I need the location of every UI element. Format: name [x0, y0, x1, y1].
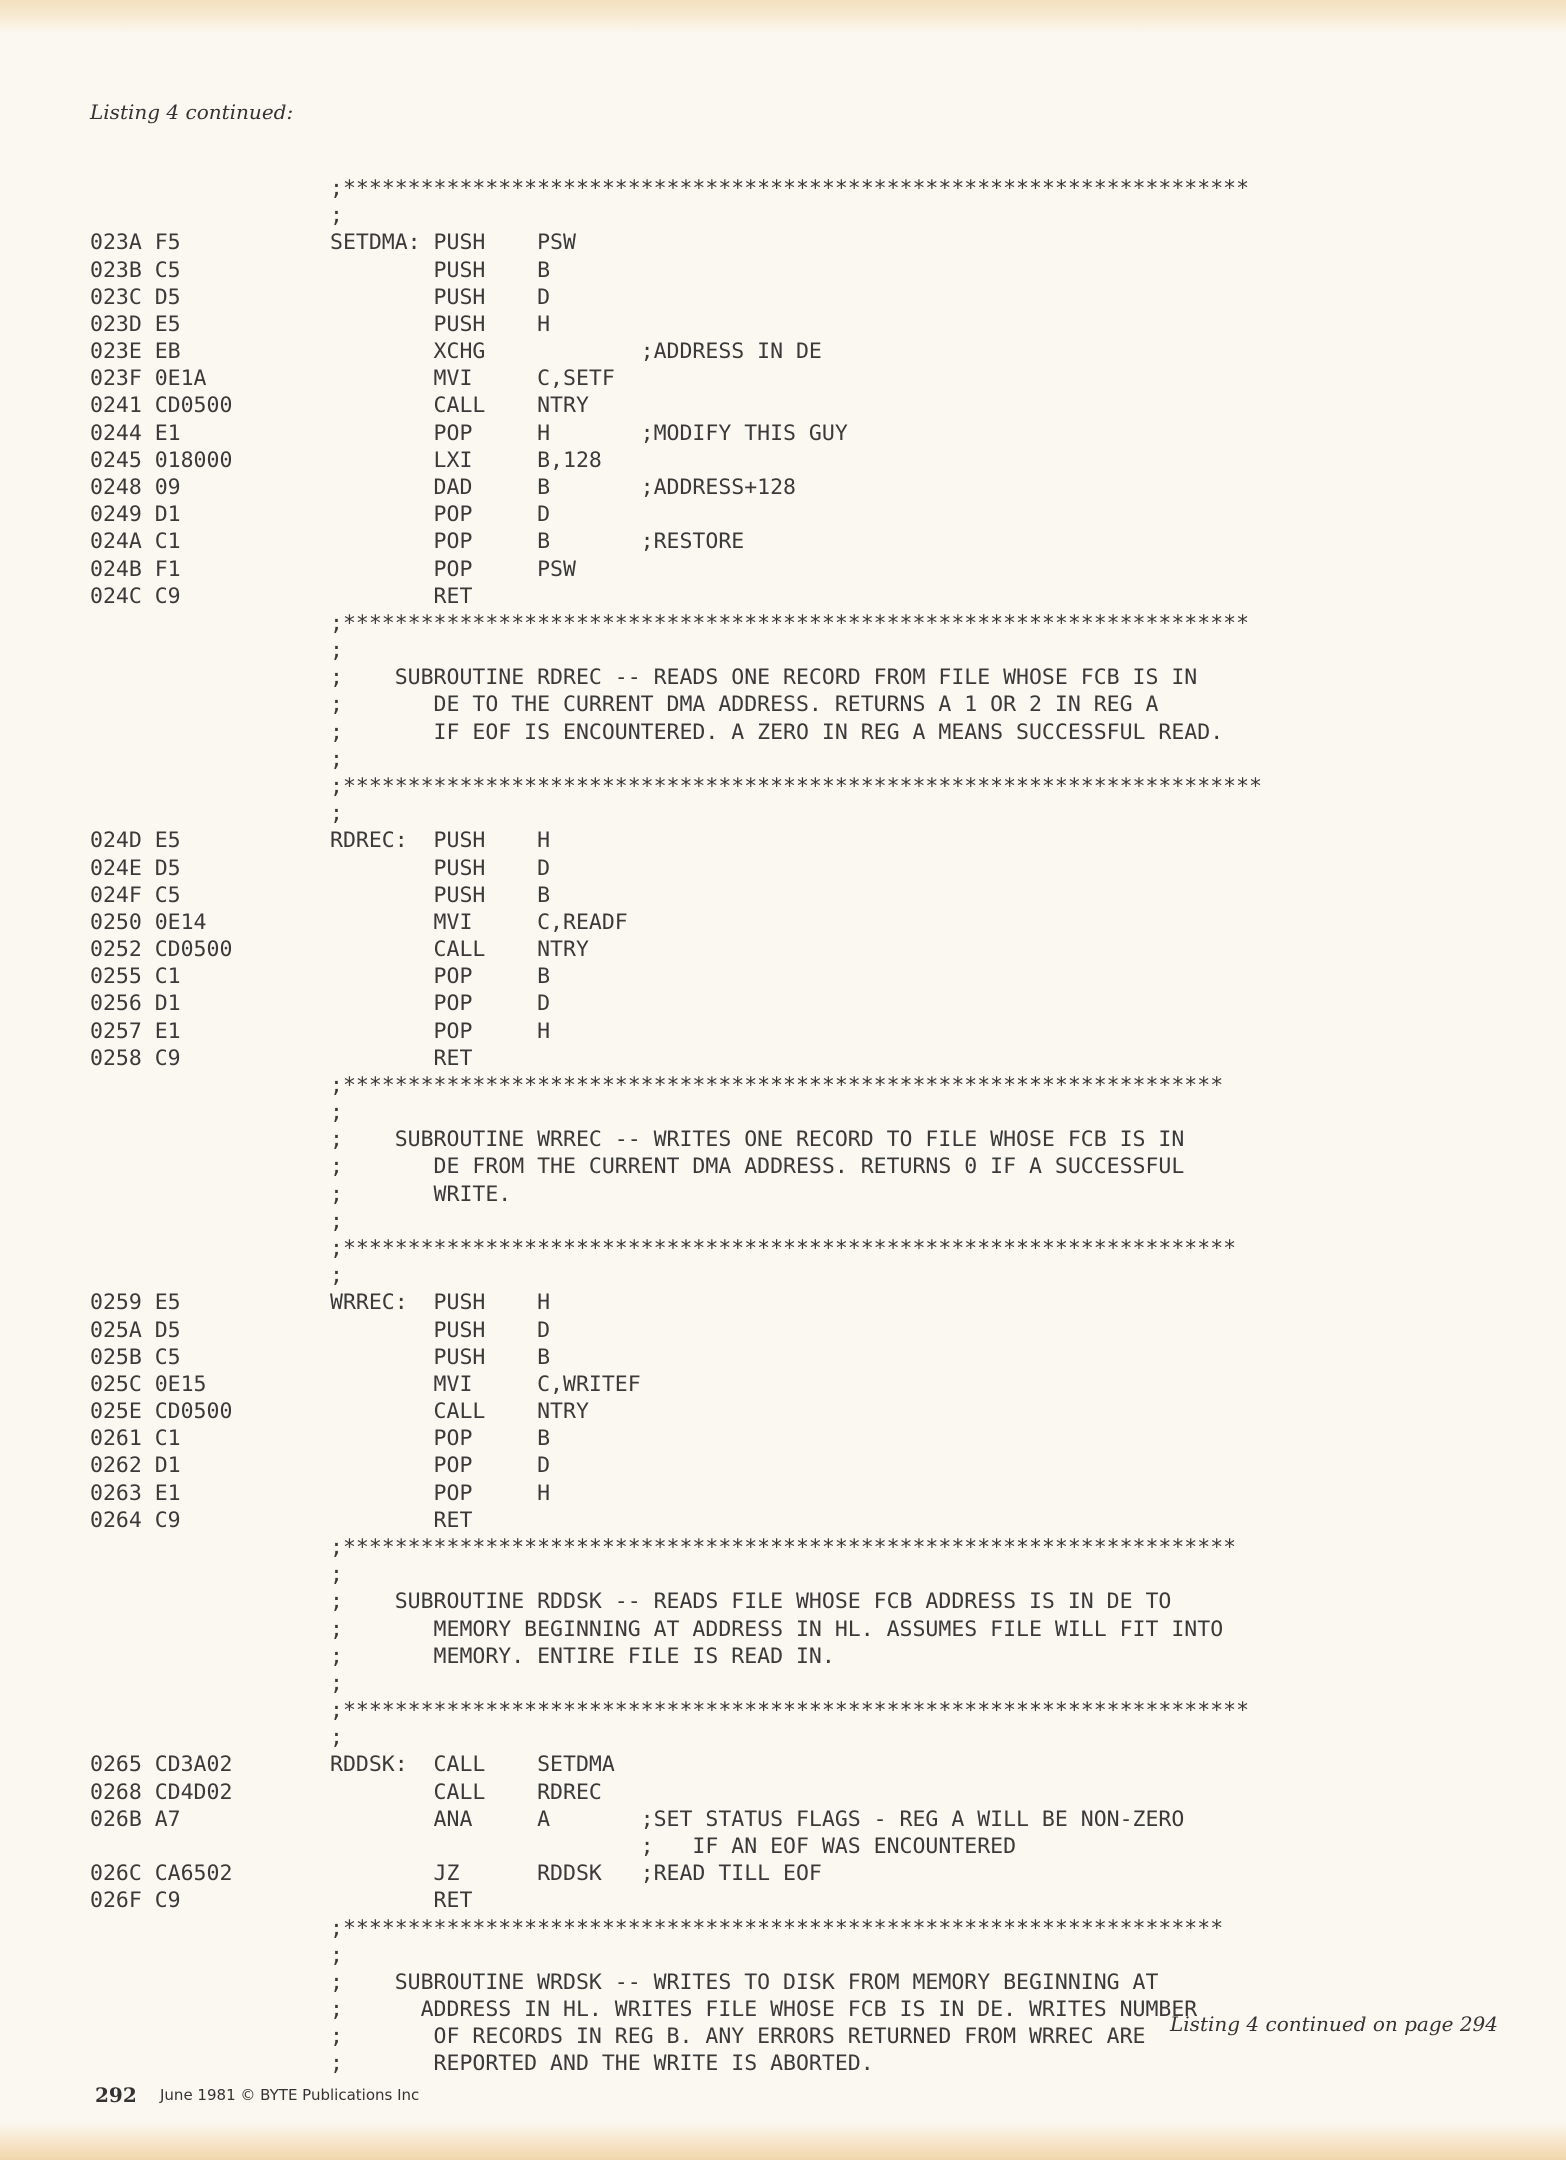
listing-code-line: POP D — [330, 502, 551, 528]
listing-code-line: RET — [330, 583, 473, 609]
listing-code-line: ; MEMORY. ENTIRE FILE IS READ IN. — [330, 1643, 835, 1669]
listing-address: 0244 E1 — [90, 420, 181, 446]
listing-code-line: ;******************************************************************** — [330, 1072, 1224, 1098]
listing-code-line: LXI B,128 — [330, 447, 602, 473]
listing-address: 0245 018000 — [90, 447, 233, 473]
listing-code-line: ;******************************************************************** — [330, 1915, 1224, 1941]
listing-address: 026B A7 — [90, 1806, 181, 1832]
listing-address: 0264 C9 — [90, 1507, 181, 1533]
listing-address: 023F 0E1A — [90, 366, 207, 392]
listing-address: 024F C5 — [90, 882, 181, 908]
listing-code-line: ; SUBROUTINE RDREC -- READS ONE RECORD FROM FILE WHOSE FCB IS IN — [330, 665, 1198, 691]
listing-address: 023D E5 — [90, 311, 181, 337]
listing-code-line: POP H — [330, 1480, 551, 1506]
listing-address: 0263 E1 — [90, 1480, 181, 1506]
listing-code-line: ; — [330, 746, 343, 772]
listing-code-line: SETDMA: PUSH PSW — [330, 230, 576, 256]
listing-code-line: PUSH D — [330, 284, 551, 310]
listing-code-line: ; — [330, 203, 343, 229]
listing-code-line: POP B — [330, 964, 551, 990]
listing-code-line: ; ADDRESS IN HL. WRITES FILE WHOSE FCB IS IN DE. WRITES NUMBER — [330, 1997, 1198, 2023]
listing-continued-header: Listing 4 continued: — [90, 100, 294, 124]
listing-address: 023E EB — [90, 339, 181, 365]
listing-code-line: ; — [330, 1942, 343, 1968]
listing-code-line: MVI C,WRITEF — [330, 1371, 641, 1397]
listing-address: 023A F5 — [90, 230, 181, 256]
listing-code-line: RET — [330, 1507, 473, 1533]
listing-address: 024B F1 — [90, 556, 181, 582]
listing-address: 0258 C9 — [90, 1045, 181, 1071]
listing-address: 0265 CD3A02 — [90, 1752, 233, 1778]
page-credit: June 1981 © BYTE Publications Inc — [160, 2086, 420, 2104]
listing-address: 023C D5 — [90, 284, 181, 310]
listing-address: 024C C9 — [90, 583, 181, 609]
listing-code-line: PUSH H — [330, 311, 551, 337]
listing-code-line: ; MEMORY BEGINNING AT ADDRESS IN HL. ASSUMES FILE WILL FIT INTO — [330, 1616, 1224, 1642]
listing-code-line: ; SUBROUTINE RDDSK -- READS FILE WHOSE FCB ADDRESS IS IN DE TO — [330, 1589, 1172, 1615]
listing-address: 0259 E5 — [90, 1290, 181, 1316]
listing-address: 0248 09 — [90, 474, 181, 500]
listing-code-line: WRREC: PUSH H — [330, 1290, 551, 1316]
listing-address: 0250 0E14 — [90, 909, 207, 935]
listing-address: 024D E5 — [90, 828, 181, 854]
listing-code-line: ; SUBROUTINE WRREC -- WRITES ONE RECORD TO FILE WHOSE FCB IS IN — [330, 1127, 1185, 1153]
listing-address: 025B C5 — [90, 1344, 181, 1370]
listing-code-line: ; — [330, 1263, 343, 1289]
listing-code-line: ; OF RECORDS IN REG B. ANY ERRORS RETURNED FROM WRREC ARE — [330, 2024, 1146, 2050]
listing-code-line: ; DE FROM THE CURRENT DMA ADDRESS. RETURNS 0 IF A SUCCESSFUL — [330, 1154, 1185, 1180]
listing-code-line: PUSH B — [330, 882, 551, 908]
listing-code-line: POP B — [330, 1426, 551, 1452]
listing-code-line: RET — [330, 1045, 473, 1071]
listing-code-line: ;********************************************************************* — [330, 1236, 1237, 1262]
listing-code-line: ; — [330, 801, 343, 827]
listing-code-line: PUSH D — [330, 855, 551, 881]
listing-code-line: ; — [330, 1562, 343, 1588]
listing-code-line: ;********************************************************************** — [330, 176, 1250, 201]
listing-code-line: RET — [330, 1888, 473, 1914]
listing-code-line: ; — [330, 1208, 343, 1234]
listing-code-line: RDDSK: CALL SETDMA — [330, 1752, 615, 1778]
listing-code-line: PUSH D — [330, 1317, 551, 1343]
page-number: 292 — [95, 2083, 137, 2107]
listing-address: 0268 CD4D02 — [90, 1779, 233, 1805]
listing-code-line: ; WRITE. — [330, 1181, 512, 1207]
listing-code-line: PUSH B — [330, 257, 551, 283]
listing-code-line: POP H ;MODIFY THIS GUY — [330, 420, 848, 446]
listing-code-line: ANA A ;SET STATUS FLAGS - REG A WILL BE NON-ZERO — [330, 1806, 1185, 1832]
listing-address: 0252 CD0500 — [90, 937, 233, 963]
listing-address: 025C 0E15 — [90, 1371, 207, 1397]
listing-code-line: PUSH B — [330, 1344, 551, 1370]
listing-address: 0262 D1 — [90, 1453, 181, 1479]
listing-code-line: DAD B ;ADDRESS+128 — [330, 474, 796, 500]
listing-code-line: ; — [330, 1100, 343, 1126]
listing-code-line: ; — [330, 1725, 343, 1751]
listing-code-line: JZ RDDSK ;READ TILL EOF — [330, 1861, 822, 1887]
listing-address: 0249 D1 — [90, 502, 181, 528]
listing-address: 026C CA6502 — [90, 1861, 233, 1887]
listing-code-line: ; DE TO THE CURRENT DMA ADDRESS. RETURNS A 1 OR 2 IN REG A — [330, 692, 1159, 718]
listing-address: 0241 CD0500 — [90, 393, 233, 419]
listing-code-line: POP D — [330, 1453, 551, 1479]
listing-code-line: ; REPORTED AND THE WRITE IS ABORTED. — [330, 2051, 874, 2077]
listing-code-line: ; — [330, 1670, 343, 1696]
listing-code-line: CALL NTRY — [330, 937, 589, 963]
paper-stain-top — [0, 0, 1566, 34]
listing-code-line: POP D — [330, 991, 551, 1017]
listing-code-line: ; IF EOF IS ENCOUNTERED. A ZERO IN REG A MEANS SUCCESSFUL READ. — [330, 719, 1224, 745]
listing-address: 026F C9 — [90, 1888, 181, 1914]
listing-code-line: ;********************************************************************* — [330, 1535, 1237, 1560]
listing-address: 023B C5 — [90, 257, 181, 283]
paper-stain-bottom — [0, 2122, 1566, 2160]
listing-address: 0261 C1 — [90, 1426, 181, 1452]
listing-address: 025A D5 — [90, 1317, 181, 1343]
listing-code-line: CALL NTRY — [330, 393, 589, 419]
listing-code-line: MVI C,READF — [330, 909, 628, 935]
listing-code-line: ;*********************************************************************** — [330, 773, 1262, 799]
listing-code-line: RDREC: PUSH H — [330, 828, 551, 854]
listing-code-line: ;********************************************************************** — [330, 1698, 1250, 1724]
listing-code-line: POP PSW — [330, 556, 576, 582]
listing-continued-footer: Listing 4 continued on page 294 — [1170, 2012, 1498, 2036]
listing-code-line: ; — [330, 638, 343, 664]
listing-code-line: ; SUBROUTINE WRDSK -- WRITES TO DISK FROM MEMORY BEGINNING AT — [330, 1969, 1159, 1995]
listing-address: 0256 D1 — [90, 991, 181, 1017]
listing-code-line: POP B ;RESTORE — [330, 529, 745, 555]
listing-code-line: ;********************************************************************** — [330, 610, 1250, 636]
listing-code-line: POP H — [330, 1018, 551, 1044]
listing-code-line: CALL RDREC — [330, 1779, 602, 1805]
listing-address: 024A C1 — [90, 529, 181, 555]
listing-address: 0257 E1 — [90, 1018, 181, 1044]
listing-code-line: ; IF AN EOF WAS ENCOUNTERED — [330, 1833, 1017, 1859]
listing-code-line: XCHG ;ADDRESS IN DE — [330, 339, 822, 365]
listing-code-line: CALL NTRY — [330, 1399, 589, 1425]
listing-address: 0255 C1 — [90, 964, 181, 990]
listing-code-line: MVI C,SETF — [330, 366, 615, 392]
listing-address: 025E CD0500 — [90, 1399, 233, 1425]
listing-address: 024E D5 — [90, 855, 181, 881]
